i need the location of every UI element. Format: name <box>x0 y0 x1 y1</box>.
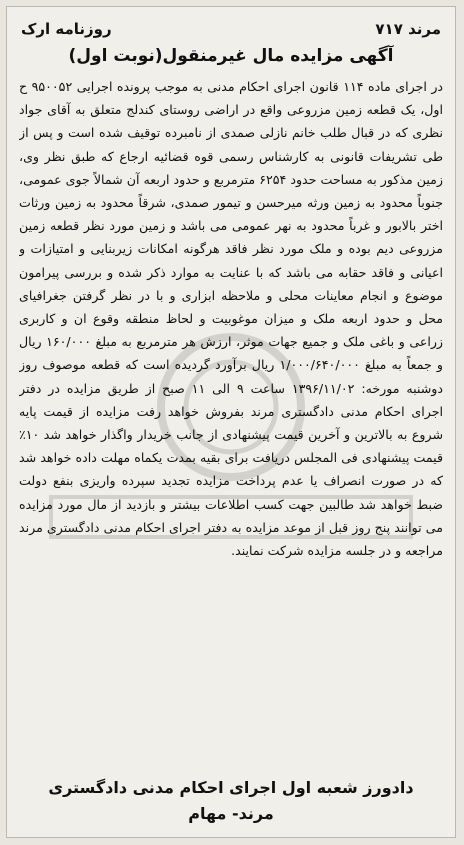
issue-label: مرند ۷۱۷ <box>375 20 441 38</box>
newspaper-name: روزنامه ارک <box>21 20 112 38</box>
signature-line-1: دادورز شعبه اول اجرای احکام مدنی دادگستری <box>48 778 414 797</box>
ad-title: آگهی مزایده مال غیرمنقول(نوبت اول) <box>68 46 394 66</box>
signature-line-2: مرند- مهام <box>188 804 274 823</box>
masthead <box>21 17 441 41</box>
signature-block <box>7 775 455 827</box>
newspaper-clipping <box>6 6 456 838</box>
ad-body: در اجرای ماده ۱۱۴ قانون اجرای احکام مدنی به موجب پرونده اجرایی ۹۵۰۰۵۲ ح اول، یک قطعه زمین مزروعی واقع در اراضی روستای کندلج متعلق به آقای جواد نظری که در قبال طلب خانم نازلی صمدی از نامبرده توقیف شده است و پس از طی تشریفات قانونی به کارشناس رسمی قوه قضائیه ارجاع که طبق نظر وی، زمین مذکور به مساحت حدود ۶۲۵۴ مترمربع و حدود اربعه آن شمالاً جوی عمومی، جنوباً محدود به زمین ورثه میرحسن و تیمور صمدی، شرقاً محدود به زمین ورثات اختر بالابور و غرباً محدود به نهر عمومی می باشد و زمین مورد نظر قطعه زمین مزروعی دیم بوده و ملک مورد نظر فاقد هرگونه امکانات زیربنایی و امتیازات و اعیانی و فاقد حقابه می باشد که با عنایت به موارد ذکر شده و بررسی پیرامون موضوع و انجام معاینات محلی و ملاحظه ابزاری و با در نظر گرفتن جغرافیای محل و حدود اربعه ملک و میزان موغوبیت و لحاظ منطقه وقوع ان و کاربری زراعی و باغی ملک و جمیع جهات موثر، ارزش هر مترمربع به مبلغ ۱۶۰/۰۰۰ ریال و جمعاً به مبلغ ۱/۰۰۰/۶۴۰/۰۰۰ ریال برآورد گردیده است که قطعه موصوف روز دوشنبه مورخه: ۱۳۹۶/۱۱/۰۲ ساعت ۹ الی ۱۱ صبح از طریق مزایده در دفتر اجرای احکام مدنی دادگستری مرند بفروش خواهد رفت مزایده از قیمت پایه شروع به بالاترین و آخرین قیمت پیشنهادی از جانب خریدار واگذار خواهد شد ۱۰٪ قیمت پیشنهادی فی المجلس دریافت برای بقیه بمدت یکماه مهلت داده خواهد شد که در صورت انصراف یا عدم پرداخت مزایده تجدید سپرده واریزی بنفع دولت ضبط خواهد شد طالبین جهت کسب اطلاعات بیشتر و بازدید از مال مورد مزایده می توانند پنج روز قبل از موعد مزایده به دفتر اجرای احکام مدنی دادگستری مرند مراجعه و در جلسه مزایده شرکت نمایند. <box>19 79 443 559</box>
